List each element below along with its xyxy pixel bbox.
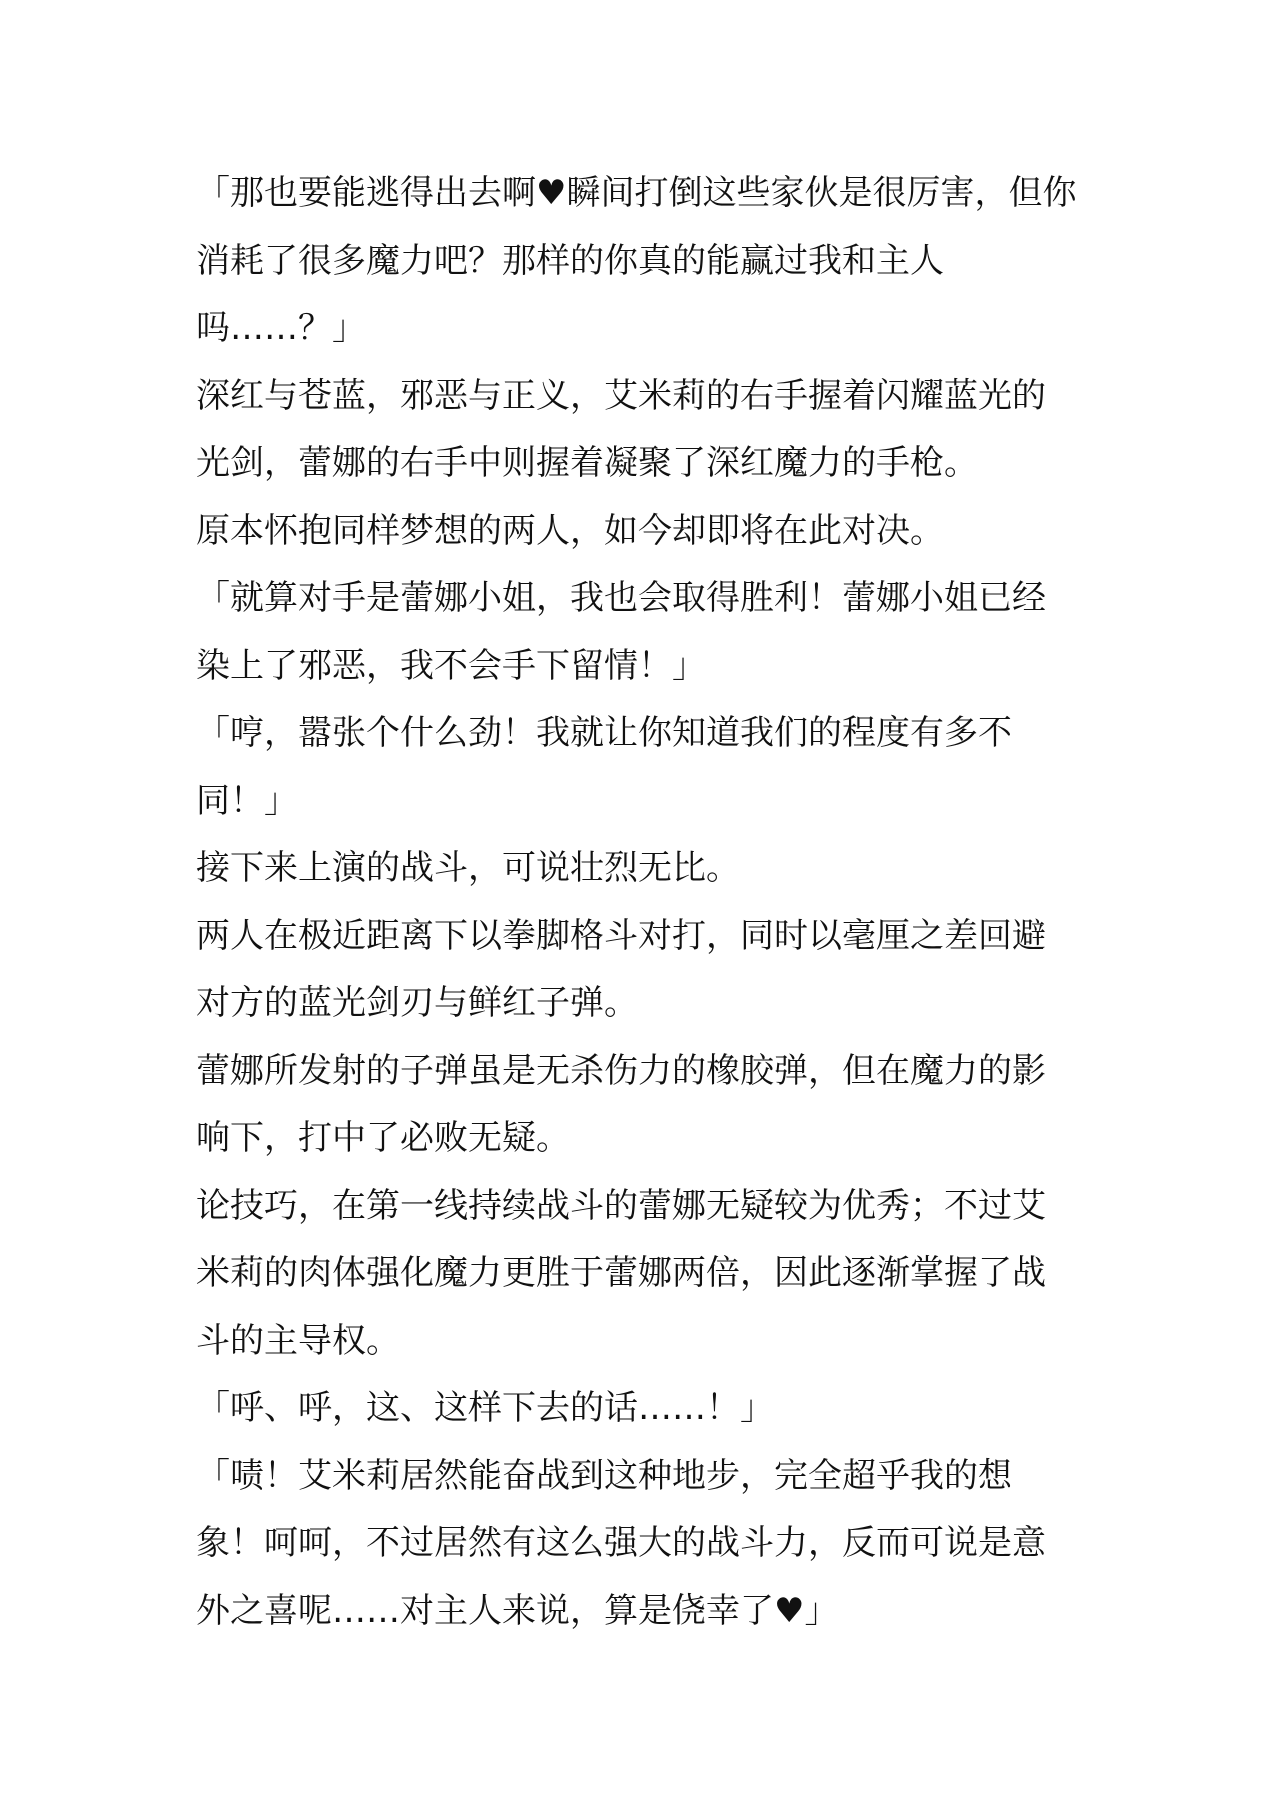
text-line: 光剑，蕾娜的右手中则握着凝聚了深红魔力的手枪。 <box>196 443 978 483</box>
text-line: 「啧！艾米莉居然能奋战到这种地步，完全超乎我的想 <box>196 1455 1012 1496</box>
text-line: 外之喜呢……对主人来说，算是侥幸了♥」 <box>196 1590 839 1631</box>
text-line: 两人在极近距离下以拳脚格斗对打，同时以毫厘之差回避 <box>196 915 1046 956</box>
body-text <box>196 160 1096 1645</box>
text-line: 「哼，嚣张个什么劲！我就让你知道我们的程度有多不 <box>196 713 1012 753</box>
text-line: 深红与苍蓝，邪恶与正义，艾米莉的右手握着闪耀蓝光的 <box>196 375 1046 416</box>
text-line: 「就算对手是蕾娜小姐，我也会取得胜利！蕾娜小姐已经 <box>196 578 1046 618</box>
text-line: 原本怀抱同样梦想的两人，如今却即将在此对决。 <box>196 510 944 551</box>
text-line: 象！呵呵，不过居然有这么强大的战斗力，反而可说是意 <box>196 1523 1046 1563</box>
text-line: 染上了邪恶，我不会手下留情！」 <box>196 645 706 686</box>
text-line: 消耗了很多魔力吧？那样的你真的能赢过我和主人 <box>196 240 944 281</box>
text-line: 斗的主导权。 <box>196 1320 400 1361</box>
text-line: 蕾娜所发射的子弹虽是无杀伤力的橡胶弹，但在魔力的影 <box>196 1050 1046 1091</box>
text-line: 「那也要能逃得出去啊♥瞬间打倒这些家伙是很厉害，但你 <box>196 173 1077 213</box>
text-line: 接下来上演的战斗，可说壮烈无比。 <box>196 848 740 888</box>
text-line: 响下，打中了必败无疑。 <box>196 1118 570 1158</box>
text-line: 同！」 <box>196 780 298 821</box>
text-line: 论技巧，在第一线持续战斗的蕾娜无疑较为优秀；不过艾 <box>196 1185 1046 1226</box>
text-line: 米莉的肉体强化魔力更胜于蕾娜两倍，因此逐渐掌握了战 <box>196 1253 1046 1293</box>
text-line: 吗……？」 <box>196 308 366 348</box>
text-line: 「呼、呼，这、这样下去的话……！」 <box>196 1388 774 1428</box>
text-line: 对方的蓝光剑刃与鲜红子弹。 <box>196 983 638 1023</box>
